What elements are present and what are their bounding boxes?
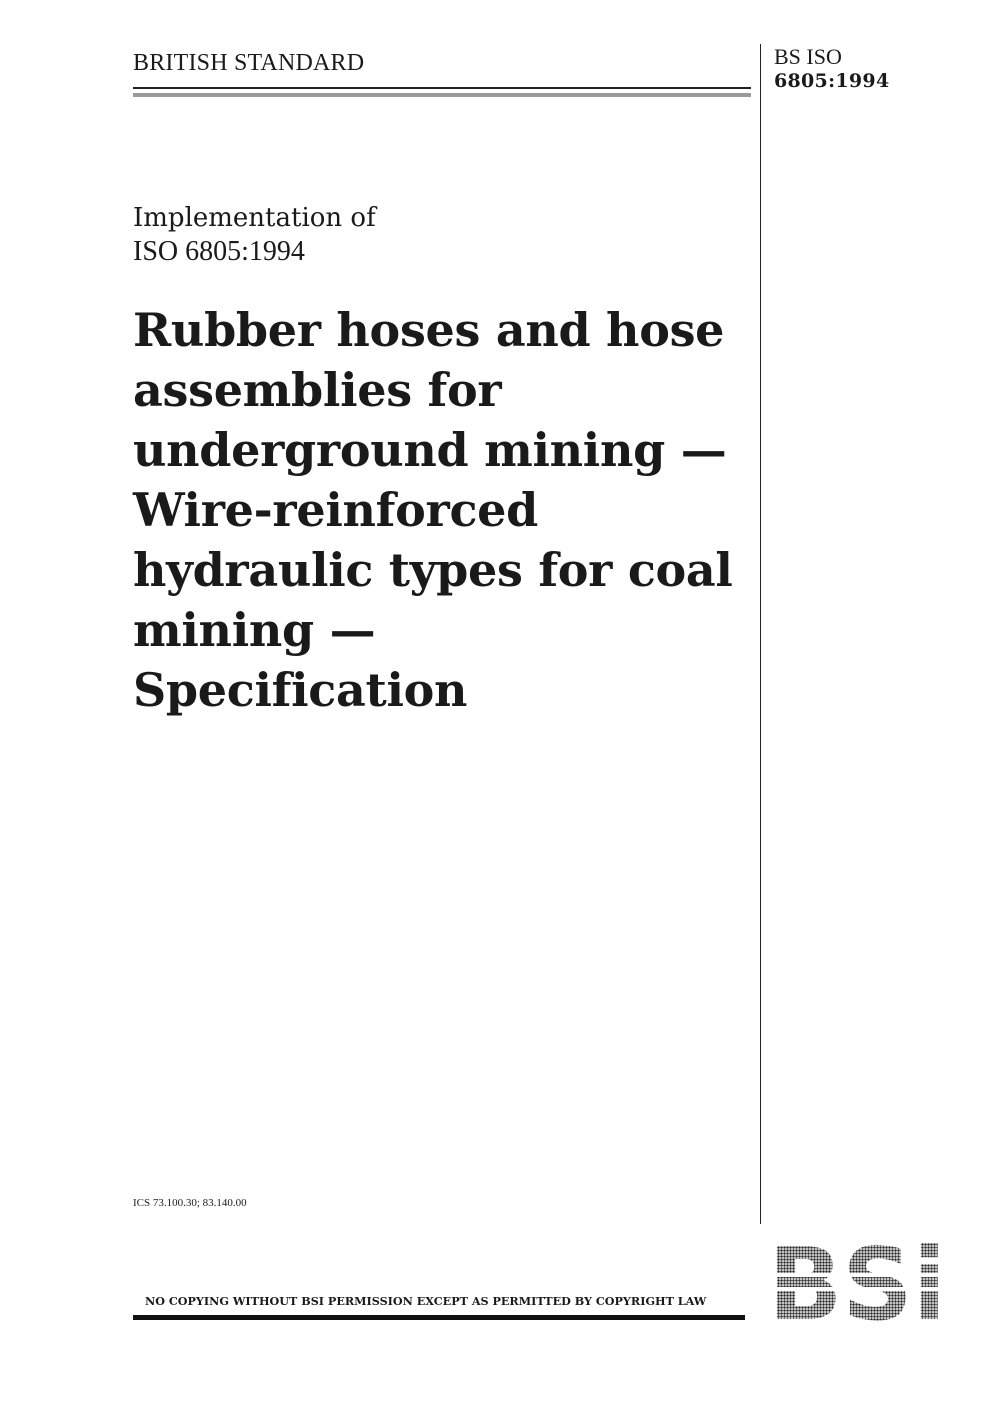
implementation-line1: Implementation of — [133, 203, 376, 233]
title-line: assemblies for — [133, 363, 502, 417]
copyright-notice: NO COPYING WITHOUT BSI PERMISSION EXCEPT AS PERMITTED BY COPYRIGHT LAW — [145, 1294, 707, 1308]
implementation-note — [133, 202, 376, 268]
document-type-label: BRITISH STANDARD — [133, 50, 365, 76]
title-line: Rubber hoses and hose — [133, 303, 725, 357]
title-line: mining — — [133, 603, 376, 657]
implementation-line2: ISO 6805:1994 — [133, 236, 305, 267]
title-line: Wire-reinforced — [133, 483, 538, 537]
title-line: underground mining — — [133, 423, 727, 477]
standard-number-value: 6805:1994 — [774, 70, 890, 92]
bsi-logo-icon — [768, 1243, 946, 1323]
header-rule-shaded — [133, 93, 751, 97]
column-divider — [760, 44, 761, 1224]
title-line: Specification — [133, 663, 468, 717]
standard-number — [774, 44, 889, 94]
ics-code: ICS 73.100.30; 83.140.00 — [133, 1197, 247, 1209]
header-rule — [133, 87, 751, 89]
standard-number-prefix: BS ISO — [774, 44, 842, 69]
footer-rule — [133, 1315, 745, 1320]
document-title — [133, 300, 753, 720]
title-line: hydraulic types for coal — [133, 543, 733, 597]
